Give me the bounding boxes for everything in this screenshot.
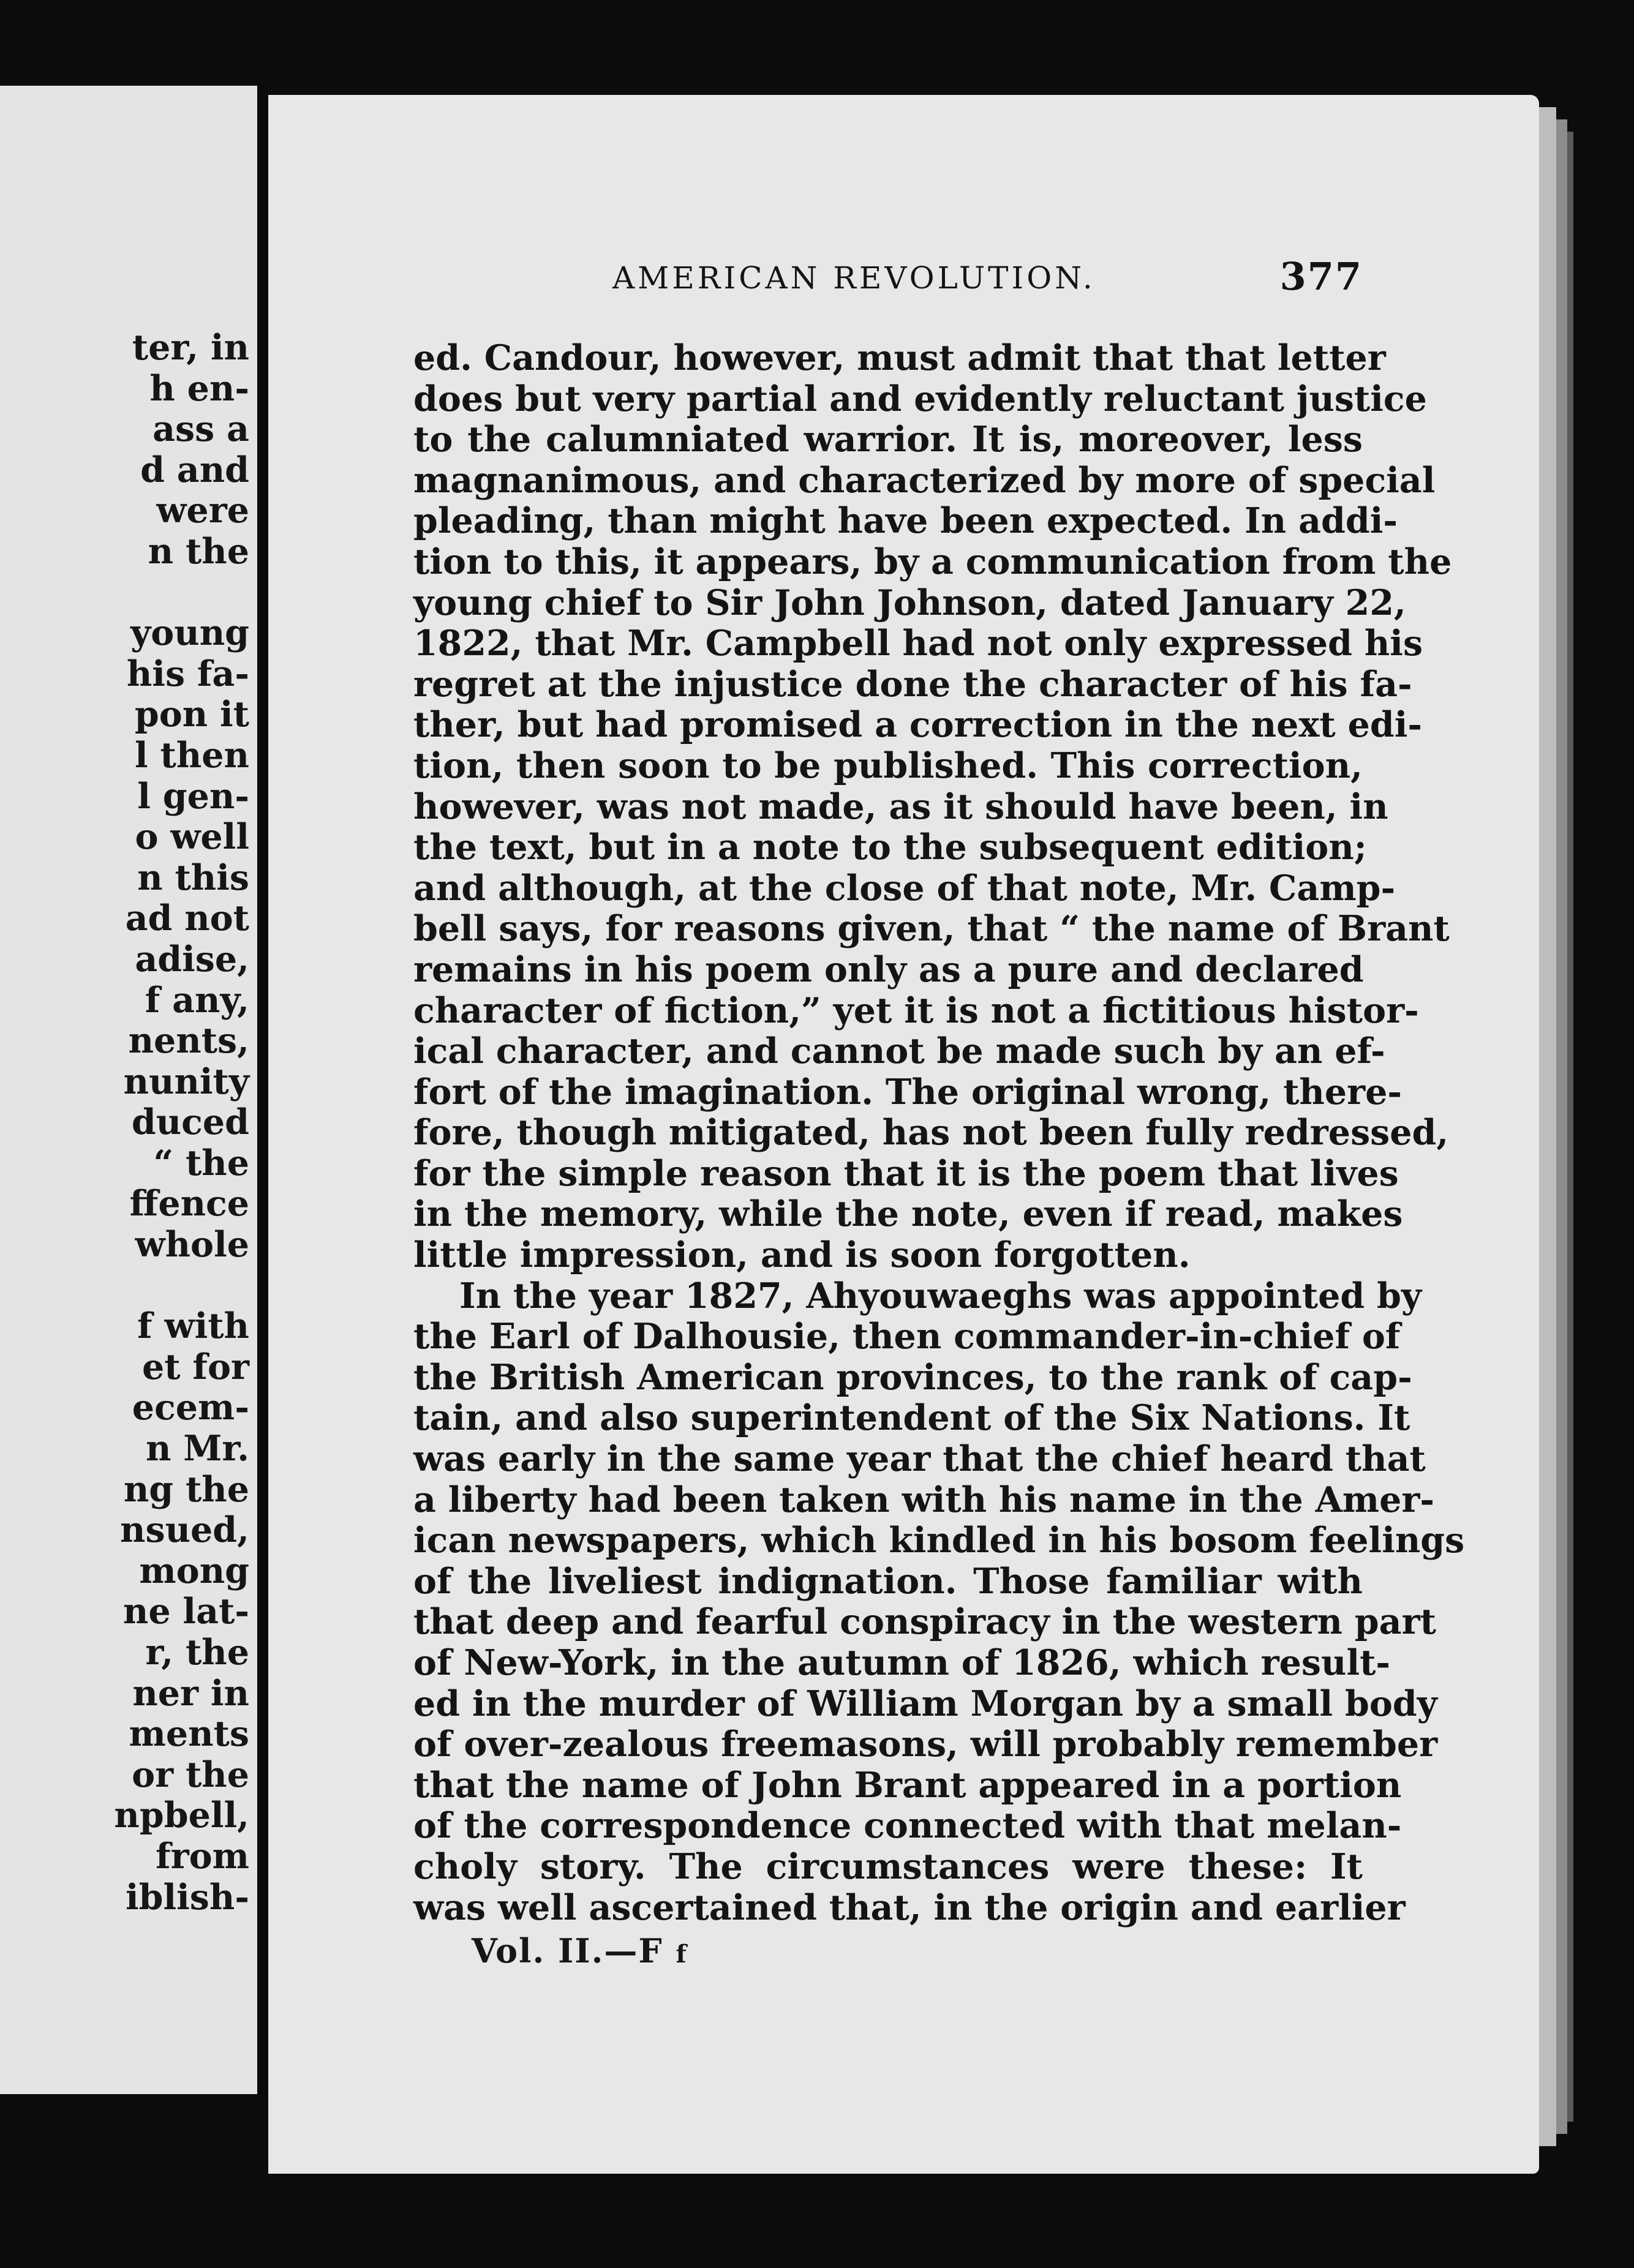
previous-page-line: f with [137, 1305, 249, 1347]
text-line: character of fiction,” yet it is not a fictitious histor- [413, 989, 1419, 1031]
text-line: fort of the imagination. The original wrong, there- [413, 1071, 1402, 1113]
previous-page-line: ne lat- [122, 1591, 249, 1632]
signature-mark [472, 1931, 688, 1970]
text-line: of the correspondence connected with that melan- [413, 1805, 1402, 1847]
previous-page-line: n this [137, 857, 249, 898]
previous-page-line: ffence [129, 1183, 249, 1225]
text-line: the Earl of Dalhousie, then commander-in-chief of [413, 1316, 1401, 1357]
page-edge [1539, 107, 1556, 2146]
text-line: to the calumniated warrior. It is, moreover, less [413, 419, 1363, 460]
text-line: bell says, for reasons given, that “ the name of Brant [413, 908, 1450, 950]
previous-page-line: ner in [132, 1672, 249, 1714]
previous-page-text [114, 328, 249, 1918]
previous-page-line: adise, [135, 938, 249, 980]
running-title: AMERICAN REVOLUTION. [612, 260, 1096, 296]
previous-page-line: d and [140, 449, 249, 490]
text-line: ed. Candour, however, must admit that that letter [413, 337, 1386, 378]
text-line: for the simple reason that it is the poem that lives [413, 1152, 1399, 1194]
previous-page-line: nunity [123, 1061, 249, 1102]
text-line: that deep and fearful conspiracy in the western part [413, 1601, 1436, 1643]
previous-page-line: nsued, [120, 1509, 249, 1551]
previous-page-line: r, the [145, 1632, 249, 1673]
previous-page-line [114, 1266, 249, 1307]
book-gutter [257, 86, 268, 2094]
previous-page-line: or the [132, 1754, 249, 1795]
previous-page-line: nents, [128, 1020, 249, 1062]
text-line: ical character, and cannot be made such by an ef- [413, 1031, 1385, 1072]
text-line: ther, but had promised a correction in the next edi- [413, 704, 1423, 746]
body-text [413, 337, 1465, 1928]
text-line: that the name of John Brant appeared in a portion [413, 1764, 1402, 1806]
previous-page-line: n Mr. [145, 1428, 249, 1470]
previous-page-line: were [156, 490, 249, 531]
text-line: In the year 1827, Ahyouwaeghs was appointed by [459, 1275, 1422, 1316]
page-number: 377 [1279, 254, 1363, 299]
previous-page-line: young [130, 612, 249, 654]
text-line: of New-York, in the autumn of 1826, which result- [413, 1642, 1391, 1683]
previous-page-line: et for [141, 1346, 249, 1387]
text-line: regret at the injustice done the character of his fa- [413, 663, 1412, 705]
signature-small: f [676, 1940, 688, 1969]
previous-page-line: ng the [123, 1468, 249, 1510]
previous-page-line: pon it [134, 694, 249, 735]
text-line: tain, and also superintendent of the Six Nations. It [413, 1397, 1410, 1439]
text-line: does but very partial and evidently reluctant justice [413, 378, 1427, 419]
previous-page-line: l then [135, 734, 249, 776]
previous-page-line: ad not [125, 898, 249, 939]
previous-page-line [114, 573, 249, 614]
text-line: 1822, that Mr. Campbell had not only expressed his [413, 623, 1423, 664]
previous-page-line: ass a [152, 408, 249, 450]
previous-page-line: his fa- [126, 653, 249, 694]
page-edge [1556, 119, 1567, 2134]
text-line: tion to this, it appears, by a communication from the [413, 541, 1452, 582]
text-line: magnanimous, and characterized by more of special [413, 459, 1436, 501]
previous-page-line: l gen- [137, 775, 249, 817]
text-line: and although, at the close of that note, Mr. Camp- [413, 867, 1396, 909]
text-line: was early in the same year that the chief heard that [413, 1438, 1426, 1480]
previous-page-line: from [156, 1835, 249, 1877]
text-line: fore, though mitigated, has not been fully redressed, [413, 1112, 1449, 1154]
previous-page-line: ments [129, 1713, 249, 1755]
previous-page-line: mong [139, 1550, 249, 1591]
previous-page-line: duced [131, 1102, 249, 1143]
text-line: the text, but in a note to the subsequent edition; [413, 827, 1367, 868]
previous-page-line: whole [135, 1224, 249, 1266]
previous-page-line: “ the [153, 1142, 249, 1184]
text-line: ed in the murder of William Morgan by a small body [413, 1683, 1437, 1724]
text-line: little impression, and is soon forgotten. [413, 1234, 1191, 1276]
page-edge [1567, 132, 1573, 2122]
text-line: young chief to Sir John Johnson, dated January 22, [413, 582, 1406, 623]
text-line: tion, then soon to be published. This correction, [413, 745, 1363, 786]
text-line: however, was not made, as it should have been, in [413, 786, 1388, 827]
text-line: the British American provinces, to the rank of cap- [413, 1356, 1412, 1398]
previous-page-line: n the [148, 530, 249, 572]
previous-page-line: h en- [149, 367, 249, 409]
text-line: ican newspapers, which kindled in his bosom feelings [413, 1520, 1465, 1561]
previous-page [0, 86, 260, 2094]
text-line: was well ascertained that, in the origin and earlier [413, 1887, 1406, 1928]
previous-page-line: ter, in [132, 327, 249, 368]
running-head [612, 254, 1363, 303]
text-line: in the memory, while the note, even if read, makes [413, 1193, 1403, 1235]
text-line: of the liveliest indignation. Those familiar with [413, 1560, 1363, 1602]
signature-text: Vol. II.—F [472, 1931, 663, 1970]
text-line: of over-zealous freemasons, will probably remember [413, 1724, 1438, 1765]
text-line: a liberty had been taken with his name in the Amer- [413, 1479, 1435, 1520]
previous-page-line: o well [135, 816, 249, 858]
text-line: pleading, than might have been expected. In addi- [413, 500, 1398, 542]
previous-page-line: npbell, [114, 1795, 249, 1836]
text-line: choly story. The circumstances were these: It [413, 1846, 1363, 1887]
previous-page-line: f any, [145, 979, 249, 1021]
previous-page-line: ecem- [132, 1387, 249, 1429]
text-line: remains in his poem only as a pure and declared [413, 948, 1364, 990]
previous-page-line: iblish- [125, 1876, 249, 1918]
